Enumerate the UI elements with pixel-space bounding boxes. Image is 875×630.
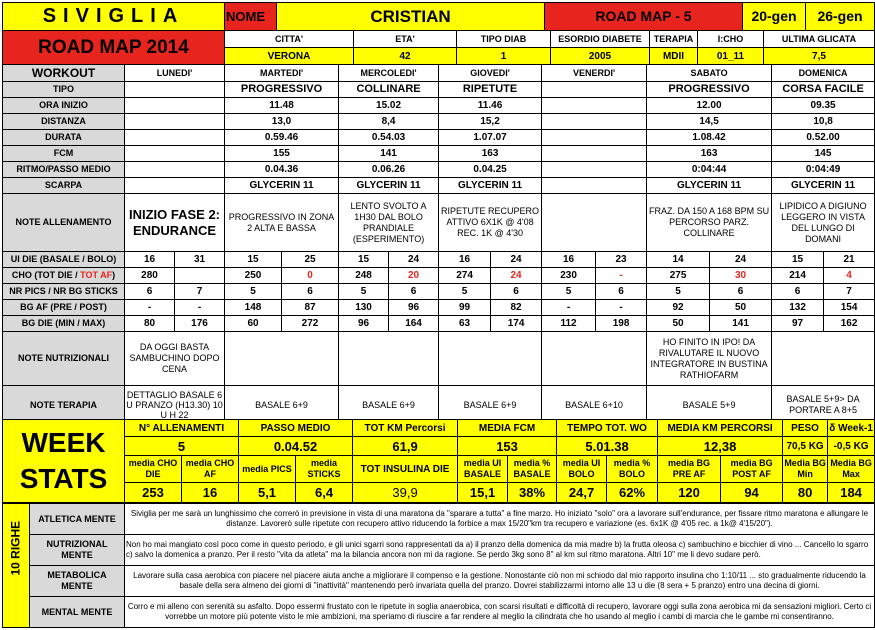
stat-label: media PICS — [239, 456, 296, 483]
cell: 248 — [339, 268, 389, 284]
stat-label: TOT KM Percorsi — [353, 420, 458, 437]
cell: 99 — [439, 300, 491, 316]
info-value: MDII — [650, 48, 698, 65]
table-row — [3, 114, 875, 130]
cell: - — [125, 300, 175, 316]
table-row — [3, 268, 875, 284]
reflection-text: Siviglia per me sarà un lunghissimo che correrò in previsione in vista di una maratona da "sparare a tutta" a fine marzo. Ho iniziato "solo" ora a lavorare sull'endurance, per fissare ritmo maratona e allungare le distanze. Lavorerò sulle ripetute con recupero attivo riducendo la forbice a max 15/20"km tra recupero e variazione (es. 6x1K @ 4'05 rec. a 1k@ 4'15/20"). — [125, 504, 875, 535]
cell: 20 — [389, 268, 439, 284]
cell — [542, 178, 647, 194]
stat-label: PASSO MEDIO — [239, 420, 353, 437]
cell: GLYCERIN 11 — [339, 178, 439, 194]
cell: 0.54.03 — [339, 130, 439, 146]
day-header: DOMENICA — [772, 65, 875, 82]
cell: 0:04:49 — [772, 162, 875, 178]
therapy-note: BASALE 6+9 — [225, 386, 339, 425]
ten-lines-table — [2, 503, 875, 628]
cell: GLYCERIN 11 — [225, 178, 339, 194]
cell: 30 — [710, 268, 772, 284]
cho-label-af: TOT AF — [80, 270, 113, 280]
cell: 6 — [772, 284, 824, 300]
cell: 174 — [491, 316, 542, 332]
stat-value: 5 — [125, 437, 239, 456]
nutrition-note — [542, 332, 647, 386]
cho-label-end: ) — [112, 270, 116, 280]
row-label: ORA INIZIO — [3, 98, 125, 114]
table-row — [3, 130, 875, 146]
stat-label: TOT INSULINA DIE — [353, 456, 458, 483]
stat-value: 15,1 — [458, 483, 508, 503]
stat-value: 6,4 — [296, 483, 353, 503]
table-row — [3, 162, 875, 178]
cell: - — [542, 300, 596, 316]
cell: 15 — [772, 252, 824, 268]
cell: COLLINARE — [339, 82, 439, 98]
ten-lines-side — [3, 504, 30, 628]
cell: 6 — [125, 284, 175, 300]
cell: 24 — [491, 252, 542, 268]
name-label: NOME — [225, 3, 277, 31]
cell: 6 — [491, 284, 542, 300]
stat-value: 70,5 KG — [783, 437, 828, 456]
cell — [542, 114, 647, 130]
table-row — [3, 316, 875, 332]
stat-value: 120 — [658, 483, 721, 503]
date-to: 26-gen — [806, 3, 875, 31]
stat-label: N° ALLENAMENTI — [125, 420, 239, 437]
cell — [542, 82, 647, 98]
row-label: BG DIE (MIN / MAX) — [3, 316, 125, 332]
info-value: 1 — [457, 48, 551, 65]
table-row — [3, 194, 875, 252]
cell — [542, 98, 647, 114]
info-label: ETA' — [354, 31, 457, 48]
stat-value: 153 — [458, 437, 557, 456]
cell: 163 — [647, 146, 772, 162]
stat-value: 24,7 — [557, 483, 607, 503]
table-row — [3, 146, 875, 162]
cell: GLYCERIN 11 — [772, 178, 875, 194]
cell: 25 — [282, 252, 339, 268]
training-note: LIPIDICO A DIGIUNO LEGGERO IN VISTA DEL LUNGO DI DOMANI — [772, 194, 875, 252]
day-header: GIOVEDI' — [439, 65, 542, 82]
cell: 80 — [125, 316, 175, 332]
cell: 60 — [225, 316, 282, 332]
cell: 16 — [125, 252, 175, 268]
stat-value: 5.01.38 — [557, 437, 658, 456]
cell: 5 — [225, 284, 282, 300]
date-from: 20-gen — [743, 3, 806, 31]
info-value: 42 — [354, 48, 457, 65]
cell: 21 — [824, 252, 875, 268]
info-label: ULTIMA GLICATA — [764, 31, 875, 48]
cell: 6 — [282, 284, 339, 300]
stat-label: MEDIA FCM — [458, 420, 557, 437]
cell: 5 — [339, 284, 389, 300]
stat-label: PESO — [783, 420, 828, 437]
cell — [542, 130, 647, 146]
name-value: CRISTIAN — [277, 3, 545, 31]
row-label: NOTE TERAPIA — [3, 386, 125, 425]
nutrition-note — [439, 332, 542, 386]
cell: PROGRESSIVO — [647, 82, 772, 98]
cell: 145 — [772, 146, 875, 162]
cell: 7 — [824, 284, 875, 300]
row-label: METABOLICA MENTE — [30, 566, 125, 597]
training-note: INIZIO FASE 2: ENDURANCE — [125, 194, 225, 252]
cell: 7 — [175, 284, 225, 300]
cell — [125, 114, 225, 130]
cell: 132 — [772, 300, 824, 316]
roadmap-week: ROAD MAP - 5 — [545, 3, 743, 31]
reflection-text: Corro e mi alleno con serenità su asfalto. Dopo essermi frustato con le ripetute in soglia anaerobica, con scarsi risultati e difficoltà di recupero, lavorare oggi sulla zona aerobica mi da sensazioni migliori. Certo ci vorrebbe un motore più potente visto le mie ambizioni, ma speriamo di riuscire a far rendere al meglio la cilindrata che ho usando al meglio i cambi di marcia che le gambe mi consentiranno. — [125, 597, 875, 628]
cell: 148 — [225, 300, 282, 316]
row-label: FCM — [3, 146, 125, 162]
week-stats-table — [2, 419, 875, 503]
cell: 15.02 — [339, 98, 439, 114]
cell: 275 — [647, 268, 710, 284]
nutrition-note — [772, 332, 875, 386]
cell: 198 — [596, 316, 647, 332]
cho-label: CHO (TOT DIE / — [11, 270, 81, 280]
row-label: ATLETICA MENTE — [30, 504, 125, 535]
workout-label: WORKOUT — [3, 65, 125, 82]
cell: 5 — [542, 284, 596, 300]
stat-value: 80 — [783, 483, 828, 503]
day-header: MERCOLEDI' — [339, 65, 439, 82]
row-label: DURATA — [3, 130, 125, 146]
info-label: ESORDIO DIABETE — [551, 31, 650, 48]
stat-value: 0.04.52 — [239, 437, 353, 456]
header-table — [2, 2, 875, 31]
day-header: MARTEDI' — [225, 65, 339, 82]
stat-label: media UI BOLO — [557, 456, 607, 483]
table-row — [3, 252, 875, 268]
cell: 23 — [596, 252, 647, 268]
workout-table — [2, 64, 875, 425]
stat-label: media STICKS — [296, 456, 353, 483]
info-label: TERAPIA — [650, 31, 698, 48]
stat-label: MEDIA KM PERCORSI — [658, 420, 783, 437]
reflection-text: Non ho mai mangiato così poco come in questo periodo, e gli unici sgarri sono rappresentati da a) il pranzo della domenica da mia madre b) la frutta oleosa c) sambuchino e bicchier di vino ... Cancello lo sgarro c) salvo la domenica a pranzo. Per il resto "vita da atleta" ma la bilancia ancora non mi da ragione. Se perdo 3kg sono 8" al km sul ritmo maratona. Altri 10" me li devo sudare però. — [125, 535, 875, 566]
cell: 130 — [339, 300, 389, 316]
cell: CORSA FACILE — [772, 82, 875, 98]
week-title: WEEK — [21, 427, 106, 458]
stat-value: -0,5 KG — [828, 437, 875, 456]
row-label: SCARPA — [3, 178, 125, 194]
day-header: VENERDI' — [542, 65, 647, 82]
cell: - — [596, 268, 647, 284]
cell: 141 — [339, 146, 439, 162]
stat-value: 94 — [721, 483, 783, 503]
cell: 15 — [339, 252, 389, 268]
cell: 0.59.46 — [225, 130, 339, 146]
row-label: DISTANZA — [3, 114, 125, 130]
nutrition-note — [225, 332, 339, 386]
stat-label: TEMPO TOT. WO — [557, 420, 658, 437]
cell: 63 — [439, 316, 491, 332]
cell: 24 — [710, 252, 772, 268]
cell — [125, 146, 225, 162]
cell: 162 — [824, 316, 875, 332]
nutrition-note: HO FINITO IN IPO! DA RIVALUTARE IL NUOVO INTEGRATORE IN BUSTINA RATHIOFARM — [647, 332, 772, 386]
stat-value: 16 — [182, 483, 239, 503]
cell — [125, 98, 225, 114]
cell — [542, 162, 647, 178]
cell: 11.48 — [225, 98, 339, 114]
cell — [125, 178, 225, 194]
cell: 8,4 — [339, 114, 439, 130]
cell: 112 — [542, 316, 596, 332]
cell: 0.06.26 — [339, 162, 439, 178]
therapy-note: BASALE 6+9 — [439, 386, 542, 425]
cell: 230 — [542, 268, 596, 284]
stat-value: 62% — [607, 483, 658, 503]
table-row — [3, 332, 875, 386]
stat-label: media CHO DIE — [125, 456, 182, 483]
stat-label: media BG POST AF — [721, 456, 783, 483]
row-label: BG AF (PRE / POST) — [3, 300, 125, 316]
therapy-note: BASALE 6+10 — [542, 386, 647, 425]
cell — [175, 268, 225, 284]
info-value: 7,5 — [764, 48, 875, 65]
cell: 31 — [175, 252, 225, 268]
cell: 1.08.42 — [647, 130, 772, 146]
cell: 10,8 — [772, 114, 875, 130]
info-label: TIPO DIAB — [457, 31, 551, 48]
row-label: NOTE ALLENAMENTO — [3, 194, 125, 252]
row-label: RITMO/PASSO MEDIO — [3, 162, 125, 178]
table-row — [3, 178, 875, 194]
row-label — [3, 268, 125, 284]
table-row — [3, 82, 875, 98]
stats-title: STATS — [19, 463, 108, 494]
info-label: CITTA' — [225, 31, 354, 48]
row-label: UI DIE (BASALE / BOLO) — [3, 252, 125, 268]
cell — [542, 146, 647, 162]
info-value: 01_11 — [698, 48, 764, 65]
stat-label: media BG PRE AF — [658, 456, 721, 483]
cell: 82 — [491, 300, 542, 316]
cell: 0.52.00 — [772, 130, 875, 146]
cell: 0.04.25 — [439, 162, 542, 178]
cell: 14,5 — [647, 114, 772, 130]
city-title: SIVIGLIA — [3, 3, 225, 31]
cell: 6 — [596, 284, 647, 300]
cell — [125, 130, 225, 146]
cell: 164 — [389, 316, 439, 332]
stat-label: media UI BASALE — [458, 456, 508, 483]
row-label: NR PICS / NR BG STICKS — [3, 284, 125, 300]
info-value: 2005 — [551, 48, 650, 65]
reflection-text: Lavorare sulla casa aerobica con piacere nel piacere aiuta anche a migliorare il compenso e la gestione. Nonostante ciò non mi schiodo dal mio rapporto insulina cho 1:10/11 ... sto gradualmente riducendo la basale della sera almeno dei giorni di "inattività" mantenendo però invariata quella del pranzo. Dovrei stabilizzarmi intorno alle 13 u die (8 sera + 5 pranzo) entro una decina di giorni. — [125, 566, 875, 597]
cell: 155 — [225, 146, 339, 162]
cell: 0.04.36 — [225, 162, 339, 178]
stat-label: media CHO AF — [182, 456, 239, 483]
cell: 176 — [175, 316, 225, 332]
stat-value: 61,9 — [353, 437, 458, 456]
cell: 09.35 — [772, 98, 875, 114]
info-value: VERONA — [225, 48, 354, 65]
cell: 96 — [339, 316, 389, 332]
cell: 0:04:44 — [647, 162, 772, 178]
cell: 12.00 — [647, 98, 772, 114]
cell: 50 — [710, 300, 772, 316]
therapy-note: BASALE 5+9 — [647, 386, 772, 425]
week-stats-title — [3, 420, 125, 503]
stat-value: 39,9 — [353, 483, 458, 503]
training-note — [542, 194, 647, 252]
day-header: LUNEDI' — [125, 65, 225, 82]
nutrition-note — [339, 332, 439, 386]
cell: 16 — [439, 252, 491, 268]
stat-label: Media BG Max — [828, 456, 875, 483]
cell: 5 — [647, 284, 710, 300]
table-row — [3, 284, 875, 300]
row-label: TIPO — [3, 82, 125, 98]
cell: 214 — [772, 268, 824, 284]
cell: GLYCERIN 11 — [439, 178, 542, 194]
stat-value: 184 — [828, 483, 875, 503]
ten-lines-side-label: 10 RIGHE — [8, 520, 23, 576]
info-label: I:CHO — [698, 31, 764, 48]
cell: 13,0 — [225, 114, 339, 130]
therapy-note: BASALE 6+9 — [339, 386, 439, 425]
stat-value: 253 — [125, 483, 182, 503]
day-header: SABATO — [647, 65, 772, 82]
cell: 4 — [824, 268, 875, 284]
row-label: MENTAL MENTE — [30, 597, 125, 628]
cell: 24 — [389, 252, 439, 268]
cell: 274 — [439, 268, 491, 284]
cell — [125, 82, 225, 98]
cell: 141 — [710, 316, 772, 332]
info-table — [2, 30, 875, 65]
cell: 280 — [125, 268, 175, 284]
cell: 6 — [710, 284, 772, 300]
cell: 24 — [491, 268, 542, 284]
cell: 0 — [282, 268, 339, 284]
cell — [125, 162, 225, 178]
cell: 154 — [824, 300, 875, 316]
cell: 16 — [542, 252, 596, 268]
stat-value: 5,1 — [239, 483, 296, 503]
cell: 5 — [439, 284, 491, 300]
therapy-note: BASALE 5+9> DA PORTARE A 8+5 — [772, 386, 875, 425]
nutrition-note: DA OGGI BASTA SAMBUCHINO DOPO CENA — [125, 332, 225, 386]
cell: 6 — [389, 284, 439, 300]
stat-label: Media BG Min — [783, 456, 828, 483]
row-label: NOTE NUTRIZIONALI — [3, 332, 125, 386]
cell: GLYCERIN 11 — [647, 178, 772, 194]
table-row — [3, 300, 875, 316]
cell: RIPETUTE — [439, 82, 542, 98]
cell: 163 — [439, 146, 542, 162]
stat-value: 12,38 — [658, 437, 783, 456]
cell: - — [175, 300, 225, 316]
cell: - — [596, 300, 647, 316]
cell: 15,2 — [439, 114, 542, 130]
cell: 97 — [772, 316, 824, 332]
stat-label: δ Week-1 — [828, 420, 875, 437]
row-label: NUTRIZIONAL MENTE — [30, 535, 125, 566]
training-note: RIPETUTE RECUPERO ATTIVO 6X1K @ 4'08 REC. 1K @ 4'30 — [439, 194, 542, 252]
cell: 272 — [282, 316, 339, 332]
cell: 250 — [225, 268, 282, 284]
cell: 50 — [647, 316, 710, 332]
cell: 92 — [647, 300, 710, 316]
cell: 1.07.07 — [439, 130, 542, 146]
therapy-note: DETTAGLIO BASALE 6 U PRANZO (H13.30) 10 U H 22 — [125, 386, 225, 425]
cell: PROGRESSIVO — [225, 82, 339, 98]
training-note: LENTO SVOLTO A 1H30 DAL BOLO PRANDIALE (ESPERIMENTO) — [339, 194, 439, 252]
training-note: PROGRESSIVO IN ZONA 2 ALTA E BASSA — [225, 194, 339, 252]
stat-value: 38% — [508, 483, 557, 503]
cell: 11.46 — [439, 98, 542, 114]
roadmap-year: ROAD MAP 2014 — [3, 31, 225, 65]
stat-label: media % BASALE — [508, 456, 557, 483]
training-note: FRAZ. DA 150 A 168 BPM SU PERCORSO PARZ. COLLINARE — [647, 194, 772, 252]
cell: 96 — [389, 300, 439, 316]
cell: 15 — [225, 252, 282, 268]
table-row — [3, 98, 875, 114]
cell: 87 — [282, 300, 339, 316]
stat-label: media % BOLO — [607, 456, 658, 483]
cell: 14 — [647, 252, 710, 268]
